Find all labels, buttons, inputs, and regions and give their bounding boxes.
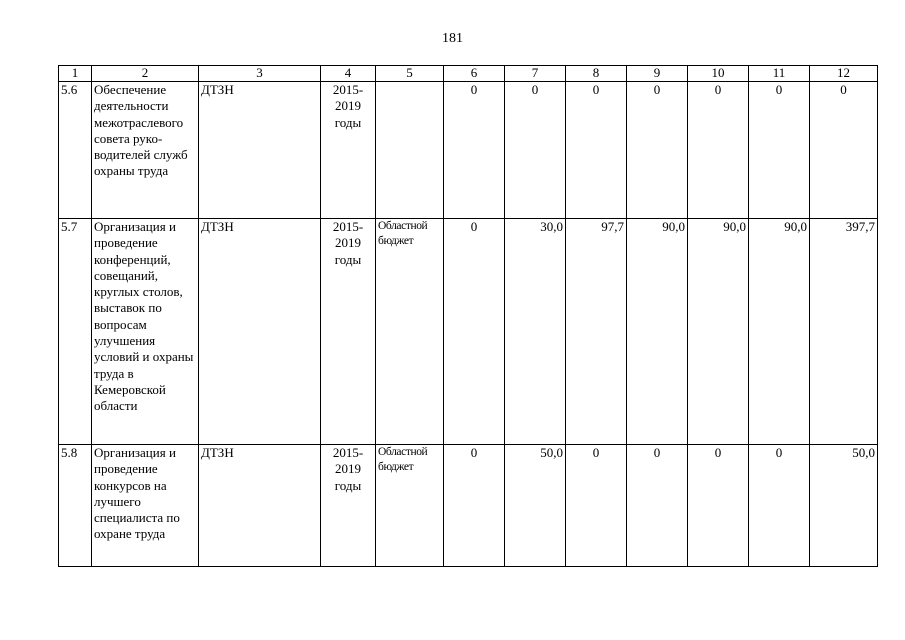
activity-name: Организация и проведение конкурсов на лучшего специалиста по охране труда bbox=[92, 445, 199, 567]
activity-name: Организация и проведение конференций, совещаний, круглых столов, выставок по вопросам улучшения условий и охраны труда в Кемеровской области bbox=[92, 219, 199, 445]
column-header: 5 bbox=[376, 66, 444, 82]
value-col-12: 50,0 bbox=[810, 445, 878, 567]
funding-source bbox=[376, 82, 444, 219]
program-table bbox=[58, 65, 878, 567]
period: 2015-2019 годы bbox=[321, 445, 376, 567]
column-header: 4 bbox=[321, 66, 376, 82]
row-number: 5.6 bbox=[59, 82, 92, 219]
value-col-12: 397,7 bbox=[810, 219, 878, 445]
column-header: 1 bbox=[59, 66, 92, 82]
column-header: 9 bbox=[627, 66, 688, 82]
column-header: 2 bbox=[92, 66, 199, 82]
table-row bbox=[59, 219, 878, 445]
period: 2015-2019 годы bbox=[321, 82, 376, 219]
value-col-10: 0 bbox=[688, 82, 749, 219]
value-col-12: 0 bbox=[810, 82, 878, 219]
value-col-11: 0 bbox=[749, 82, 810, 219]
executor: ДТЗН bbox=[199, 219, 321, 445]
executor: ДТЗН bbox=[199, 82, 321, 219]
value-col-11: 0 bbox=[749, 445, 810, 567]
column-header: 11 bbox=[749, 66, 810, 82]
value-col-6: 0 bbox=[444, 219, 505, 445]
column-number-row bbox=[59, 66, 878, 82]
period: 2015-2019 годы bbox=[321, 219, 376, 445]
value-col-7: 0 bbox=[505, 82, 566, 219]
value-col-6: 0 bbox=[444, 445, 505, 567]
activity-name: Обеспечение деятельности межотраслевого совета руко-водителей служб охраны труда bbox=[92, 82, 199, 219]
page-number: 181 bbox=[442, 31, 463, 46]
value-col-10: 90,0 bbox=[688, 219, 749, 445]
value-col-7: 50,0 bbox=[505, 445, 566, 567]
column-header: 8 bbox=[566, 66, 627, 82]
column-header: 10 bbox=[688, 66, 749, 82]
funding-source: Областной бюджет bbox=[376, 445, 444, 567]
value-col-9: 90,0 bbox=[627, 219, 688, 445]
value-col-10: 0 bbox=[688, 445, 749, 567]
row-number: 5.8 bbox=[59, 445, 92, 567]
value-col-9: 0 bbox=[627, 82, 688, 219]
value-col-6: 0 bbox=[444, 82, 505, 219]
column-header: 6 bbox=[444, 66, 505, 82]
value-col-9: 0 bbox=[627, 445, 688, 567]
value-col-8: 0 bbox=[566, 82, 627, 219]
value-col-8: 97,7 bbox=[566, 219, 627, 445]
column-header: 7 bbox=[505, 66, 566, 82]
row-number: 5.7 bbox=[59, 219, 92, 445]
executor: ДТЗН bbox=[199, 445, 321, 567]
table-row bbox=[59, 82, 878, 219]
value-col-7: 30,0 bbox=[505, 219, 566, 445]
column-header: 3 bbox=[199, 66, 321, 82]
column-header: 12 bbox=[810, 66, 878, 82]
value-col-8: 0 bbox=[566, 445, 627, 567]
table-row bbox=[59, 445, 878, 567]
funding-source: Областной бюджет bbox=[376, 219, 444, 445]
value-col-11: 90,0 bbox=[749, 219, 810, 445]
